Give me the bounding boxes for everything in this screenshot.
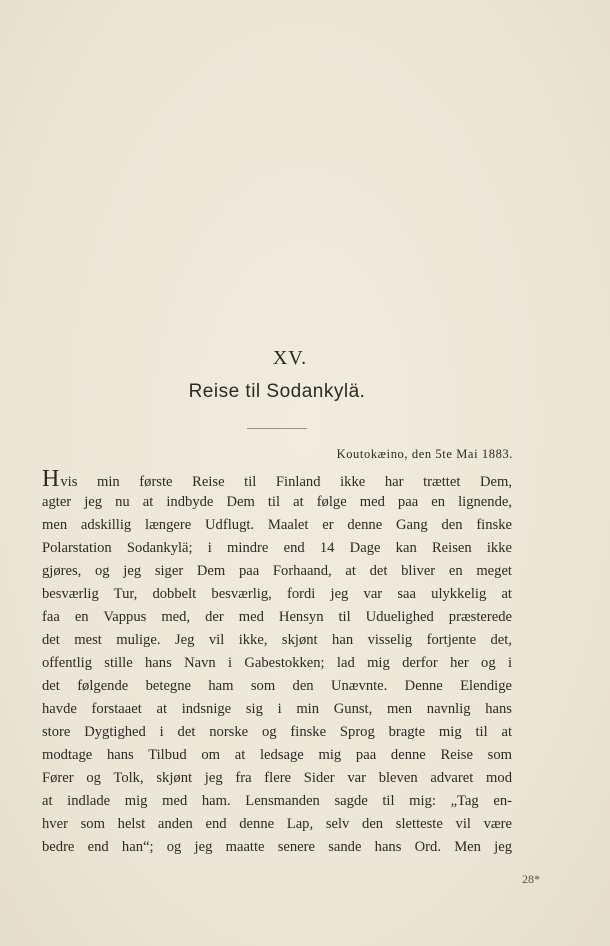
body-line: det følgende betegne ham som den Unævnte. Denne Elendige [42, 678, 512, 694]
letter-body [42, 468, 512, 859]
initial-letter: H [42, 468, 60, 491]
body-line: hver som helst anden end denne Lap, selv den sletteste vil være [42, 816, 512, 832]
body-line: modtage hans Tilbud om at ledsage mig paa denne Reise som [42, 747, 512, 763]
body-line: store Dygtighed i det norske og finske Sprog bragte mig til at [42, 724, 512, 740]
body-line: offentlig stille hans Navn i Gabestokken; lad mig derfor her og i [42, 655, 512, 671]
body-line: gjøres, og jeg siger Dem paa Forhaand, at det bliver en meget [42, 563, 512, 579]
body-line: bedre end han“; og jeg maatte senere sande hans Ord. Men jeg [42, 839, 512, 855]
body-line: det mest mulige. Jeg vil ikke, skjønt han visselig fortjente det, [42, 632, 512, 648]
body-line: at indlade mig med ham. Lensmanden sagde til mig: „Tag en- [42, 793, 512, 809]
body-line: men adskillig længere Udflugt. Maalet er denne Gang den finske [42, 517, 512, 533]
body-line: besværlig Tur, dobbelt besværlig, fordi jeg var saa ulykkelig at [42, 586, 512, 602]
body-line: faa en Vappus med, der med Hensyn til Uduelighed præsterede [42, 609, 512, 625]
title-divider [247, 428, 307, 429]
chapter-title: Reise til Sodankylä. [188, 381, 366, 402]
body-line: agter jeg nu at indbyde Dem til at følge med paa en lignende, [42, 494, 512, 510]
printer-signature-mark: 28* [522, 872, 540, 886]
body-line: Polarstation Sodankylä; i mindre end 14 Dage kan Reisen ikke [42, 540, 512, 556]
letter-dateline: Koutokæino, den 5te Mai 1883. [336, 447, 513, 461]
body-line [42, 468, 512, 491]
chapter-number: XV. [272, 347, 308, 369]
body-line: Fører og Tolk, skjønt jeg fra flere Sider var bleven advaret mod [42, 770, 512, 786]
body-line: havde forstaaet at indsnige sig i min Gunst, men navnlig hans [42, 701, 512, 717]
body-line-text: vis min første Reise til Finland ikke har trættet Dem, [60, 474, 512, 490]
